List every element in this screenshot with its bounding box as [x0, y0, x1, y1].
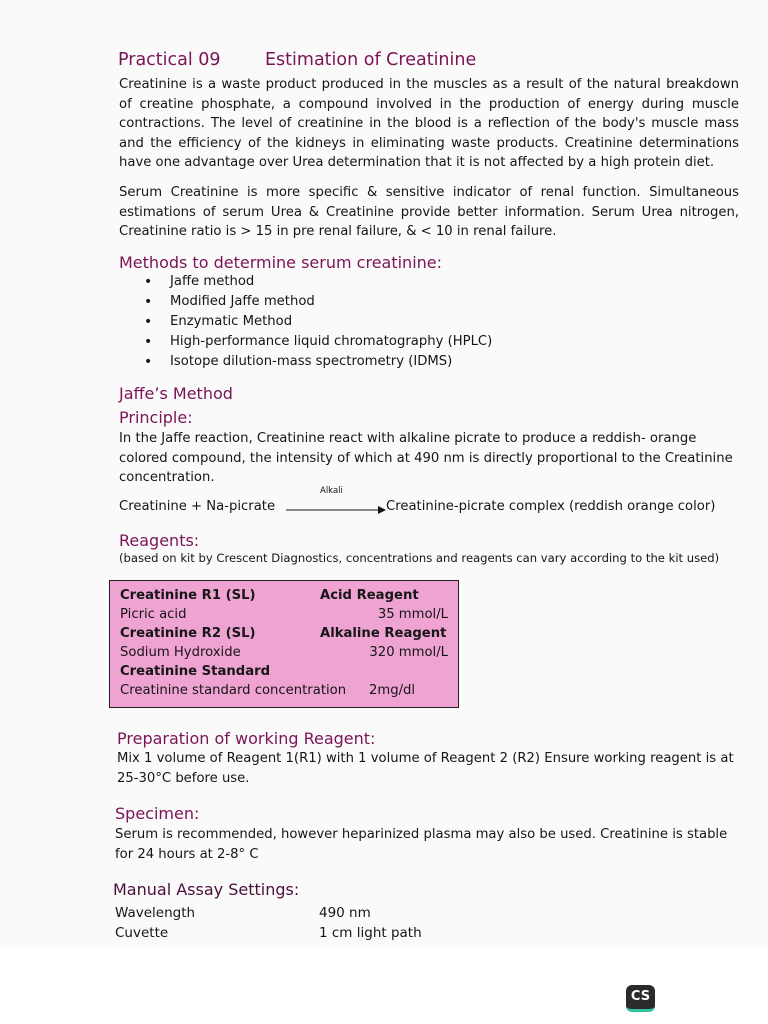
- list-item: • Modified Jaffe method: [142, 292, 492, 312]
- reagents-box: [109, 580, 459, 708]
- methods-heading: Methods to determine serum creatinine:: [119, 253, 443, 272]
- reagent-concentration: 35 mmol/L: [377, 607, 448, 622]
- practical-name: Estimation of Creatinine: [265, 50, 477, 70]
- serum-paragraph: Serum Creatinine is more specific & sensitive indicator of renal function. Simultaneous estimations of serum Urea & Creatinine provide better information. Serum Urea nitrogen, Creatinine ratio is > 15 in pre renal failure, & < 10 in renal failure.: [119, 185, 739, 240]
- reagent-name: Creatinine R1 (SL): [120, 588, 256, 603]
- camscanner-logo-icon: CS: [626, 985, 655, 1012]
- list-item: • Jaffe method: [142, 272, 492, 292]
- reagent-component: Sodium Hydroxide: [120, 645, 241, 660]
- reagent-component: Creatinine standard concentration: [120, 683, 347, 698]
- settings-label: Wavelength: [115, 905, 196, 921]
- preparation-heading: Preparation of working Reagent:: [117, 729, 376, 748]
- reagent-component: Picric acid: [120, 607, 187, 622]
- equation-product: Creatinine-picrate complex (reddish orange color): [386, 499, 716, 514]
- reagent-row: [120, 643, 448, 662]
- specimen-paragraph: Serum is recommended, however heparinized plasma may also be used. Creatinine is stable for 24 hours at 2-8° C: [115, 827, 728, 862]
- reagents-heading: Reagents:: [119, 531, 200, 550]
- intro-paragraph: Creatinine is a waste product produced in the muscles as a result of the natural breakdown of creatine phosphate, a compound involved in the production of energy during muscle contractions. The level of creatinine in the blood is a reflection of the body's muscle mass and the efficiency of the kidneys in eliminating waste products. Creatinine determinations have one advantage over Urea determination that it is not affected by a high protein diet.: [119, 77, 739, 171]
- settings-value: 1 cm light path: [319, 925, 422, 941]
- reagent-row: [120, 624, 448, 643]
- reagent-type: Alkaline Reagent: [320, 626, 447, 641]
- settings-row: [115, 903, 371, 923]
- principle-heading: Principle:: [119, 408, 193, 427]
- reaction-arrow-icon: [286, 504, 386, 516]
- reagent-row: [120, 586, 448, 605]
- reagent-concentration: 2mg/dl: [369, 683, 416, 698]
- manual-settings-heading: Manual Assay Settings:: [113, 880, 300, 899]
- settings-row: [115, 923, 422, 943]
- settings-value: 490 nm: [319, 905, 371, 921]
- reagent-type: Acid Reagent: [320, 588, 419, 603]
- reagent-concentration: 320 mmol/L: [369, 645, 448, 660]
- reagents-note: (based on kit by Crescent Diagnostics, concentrations and reagents can vary according to the kit used): [119, 551, 720, 565]
- specimen-heading: Specimen:: [115, 804, 200, 823]
- principle-paragraph: In the Jaffe reaction, Creatinine react with alkaline picrate to produce a reddish- orange colored compound, the intensity of which at 490 nm is directly proportional to the Creatinine concentration.: [119, 431, 733, 486]
- reagent-row: [120, 681, 448, 700]
- list-item: • High-performance liquid chromatography (HPLC): [142, 332, 492, 352]
- preparation-paragraph: Mix 1 volume of Reagent 1(R1) with 1 volume of Reagent 2 (R2) Ensure working reagent is at 25-30°C before use.: [117, 751, 734, 786]
- jaffe-heading: Jaffe’s Method: [119, 384, 233, 403]
- page-title: [118, 50, 476, 70]
- settings-label: Cuvette: [115, 925, 169, 941]
- reagent-name: Creatinine Standard: [120, 664, 271, 679]
- reagent-row: [120, 605, 448, 624]
- practical-number: Practical 09: [118, 50, 221, 70]
- list-item: • Enzymatic Method: [142, 312, 492, 332]
- methods-list: [142, 272, 492, 372]
- list-item: • Isotope dilution-mass spectrometry (IDMS): [142, 352, 492, 372]
- reagent-name: Creatinine R2 (SL): [120, 626, 256, 641]
- equation-condition: Alkali: [320, 486, 343, 496]
- reagent-row: [120, 662, 448, 681]
- equation-reactants: Creatinine + Na-picrate: [119, 499, 276, 514]
